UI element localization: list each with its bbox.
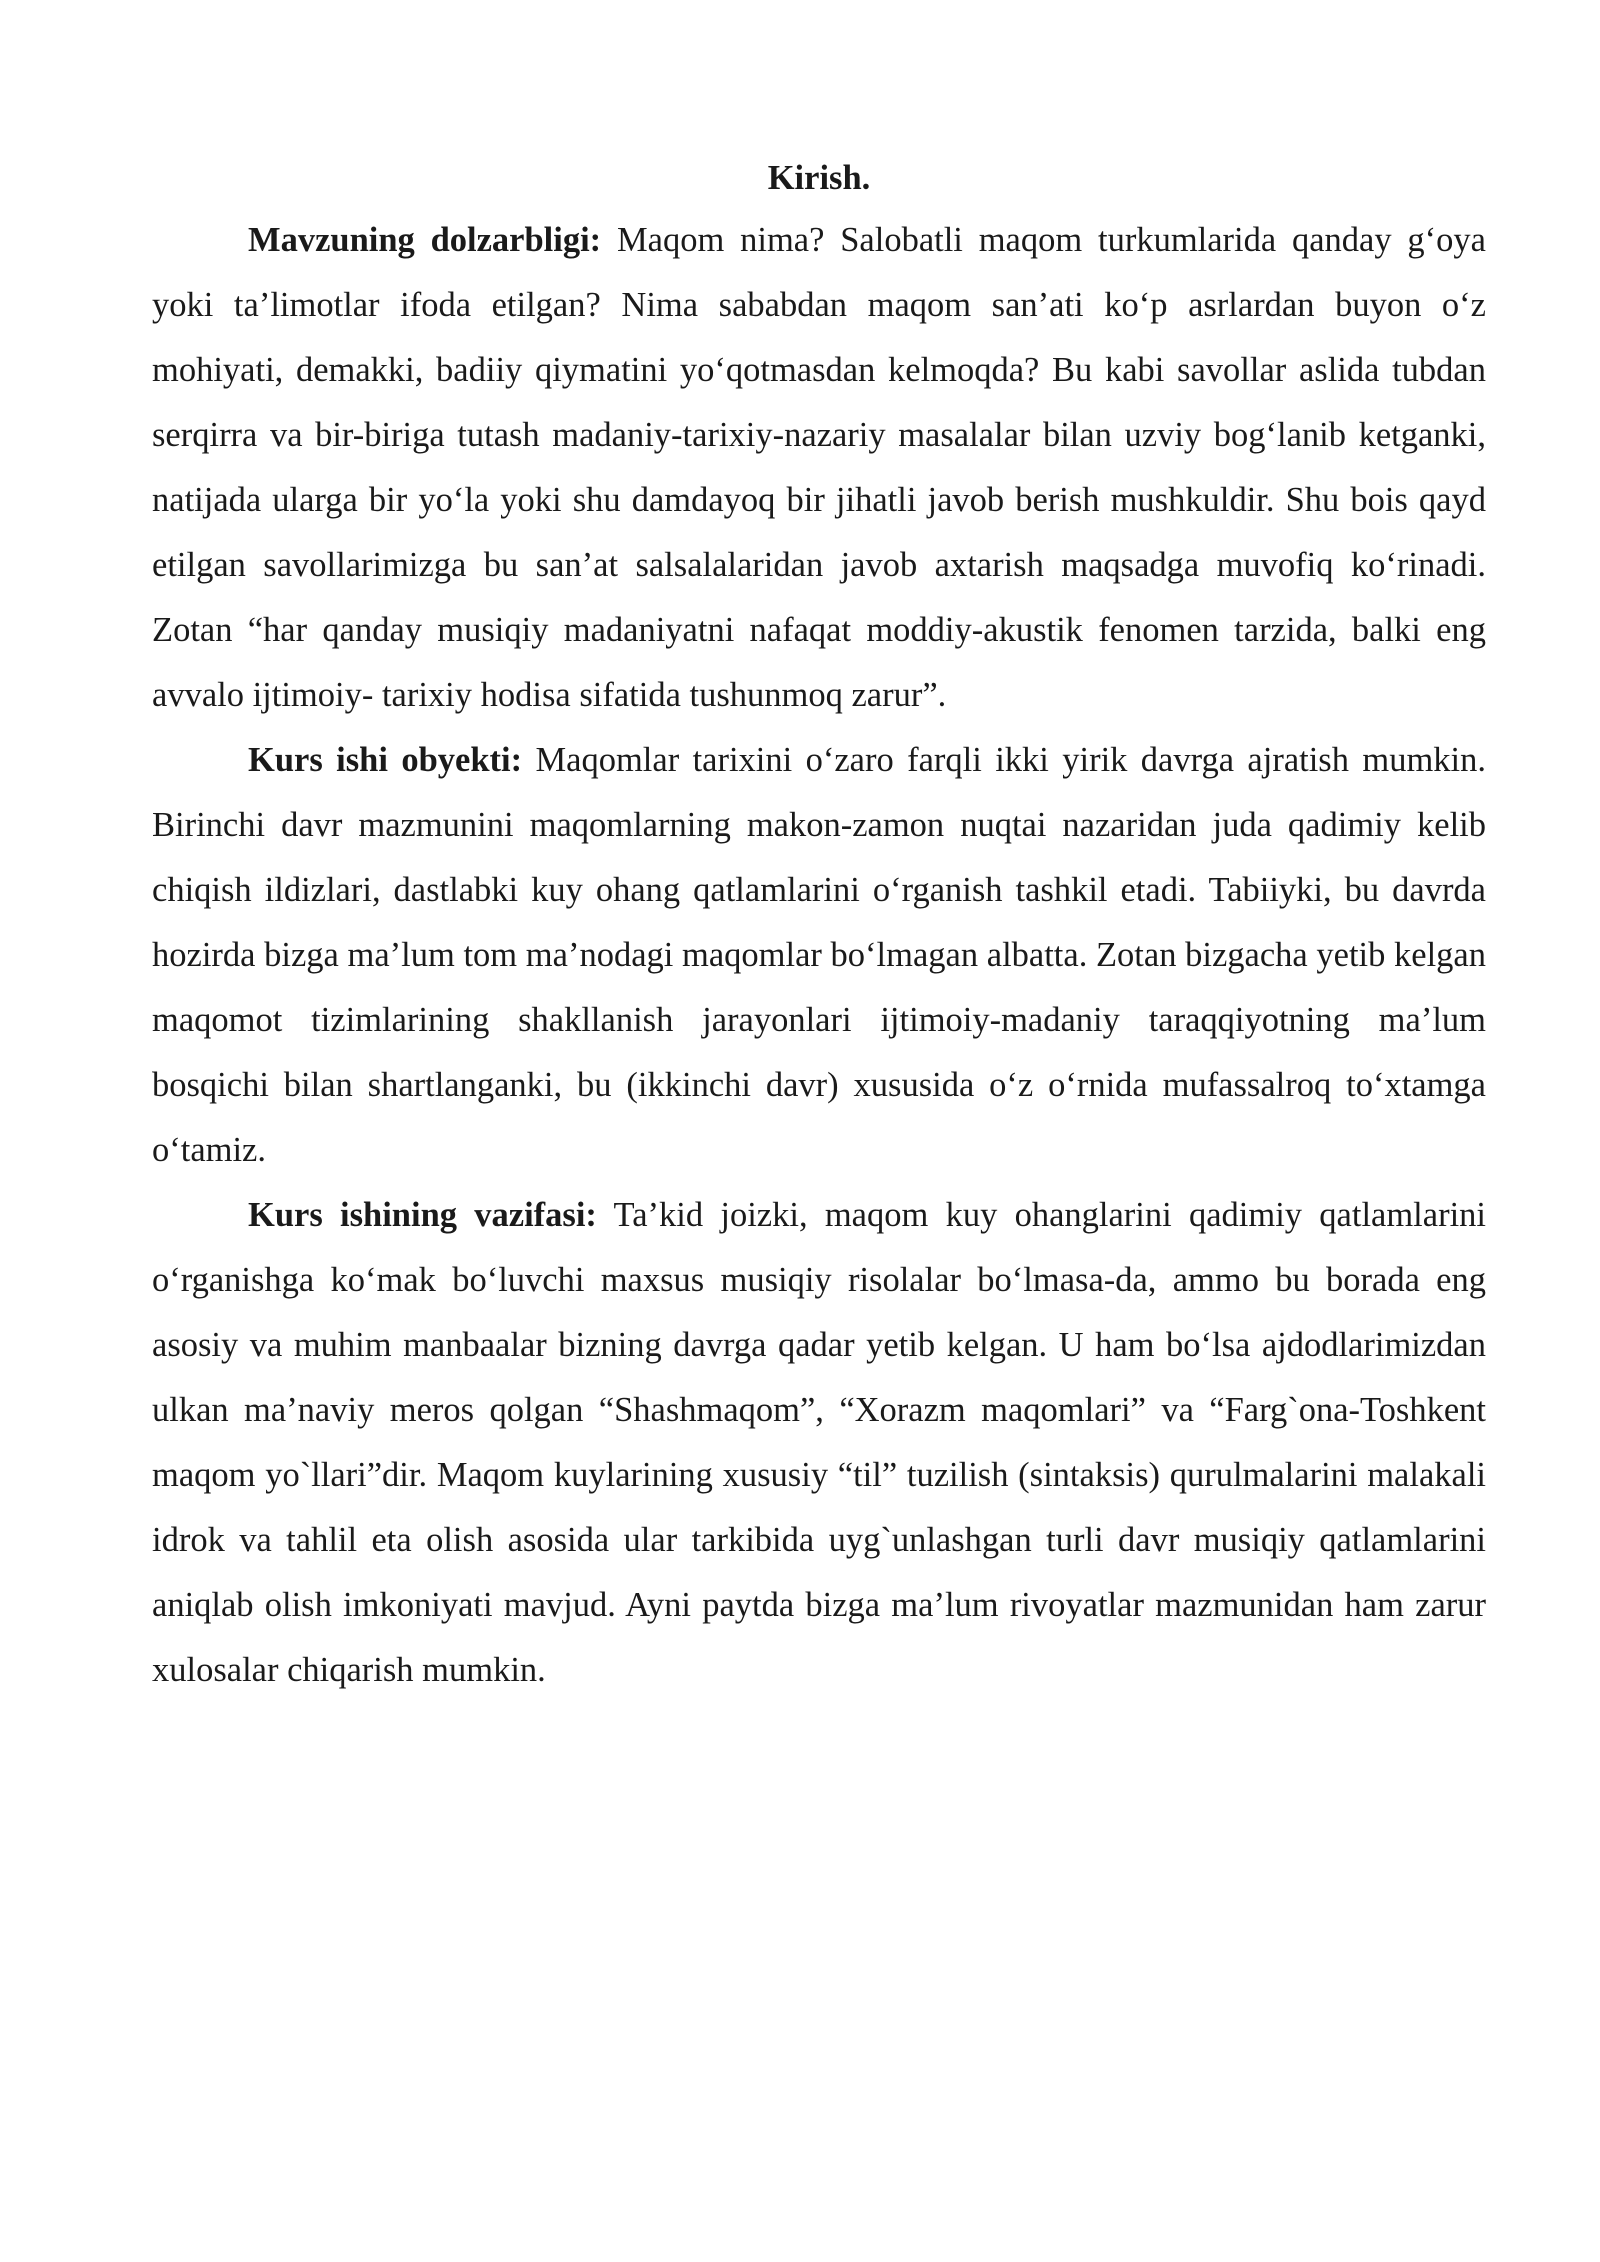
paragraph-text: Ta’kid joizki, maqom kuy ohanglarini qadimiy qatlamlarini o‘rganishga ko‘mak bo‘luvchi maxsus musiqiy risolalar bo‘lmasa-da, ammo bu borada eng asosiy va muhim manbaalar bizning davrga qadar yetib kelgan. U ham bo‘lsa ajdodlarimizdan ulkan ma’naviy meros qolgan “Shashmaqom”, “Xorazm maqomlari” va “Farg`ona-Toshkent maqom yo`llari”dir. Maqom kuylarining xususiy “til” tuzilish (sintaksis) qurulmalarini malakali idrok va tahlil eta olish asosida ular tarkibida uyg`unlashgan turli davr musiqiy qatlamlarini aniqlab olish imkoniyati mavjud. Ayni paytda bizga ma’lum rivoyatlar mazmunidan ham zarur xulosalar chiqarish mumkin. (152, 1196, 1486, 1689)
paragraph-tasks (152, 1183, 1486, 1703)
paragraph-label: Kurs ishining vazifasi: (248, 1196, 597, 1234)
paragraph-object (152, 728, 1486, 1183)
paragraph-text: Maqomlar tarixini o‘zaro farqli ikki yirik davrga ajratish mumkin. Birinchi davr mazmunini maqomlarning makon-zamon nuqtai nazaridan juda qadimiy kelib chiqish ildizlari, dastlabki kuy ohang qatlamlarini o‘rganish tashkil etadi. Tabiiyki, bu davrda hozirda bizga ma’lum tom ma’nodagi maqomlar bo‘lmagan albatta. Zotan bizgacha yetib kelgan maqomot tizimlarining shakllanish jarayonlari ijtimoiy-madaniy taraqqiyotning ma’lum bosqichi bilan shartlanganki, bu (ikkinchi davr) xususida o‘z o‘rnida mufassalroq to‘xtamga o‘tamiz. (152, 741, 1486, 1169)
paragraph-label: Mavzuning dolzarbligi: (248, 221, 602, 259)
paragraph-label: Kurs ishi obyekti: (248, 741, 523, 779)
document-body (152, 148, 1486, 1703)
paragraph-text: Maqom nima? Salobatli maqom turkumlarida qanday g‘oya yoki ta’limotlar ifoda etilgan? Nima sababdan maqom san’ati ko‘p asrlardan buyon o‘z mohiyati, demakki, badiiy qiymatini yo‘qotmasdan kelmoqda? Bu kabi savollar aslida tubdan serqirra va bir-biriga tutash madaniy-tarixiy-nazariy masalalar bilan uzviy bog‘lanib ketganki, natijada ularga bir yo‘la yoki shu damdayoq bir jihatli javob berish mushkuldir. Shu bois qayd etilgan savollarimizga bu san’at salsalalaridan javob axtarish maqsadga muvofiq ko‘rinadi. Zotan “har qanday musiqiy madaniyatni nafaqat moddiy-akustik fenomen tarzida, balki eng avvalo ijtimoiy- tarixiy hodisa sifatida tushunmoq zarur”. (152, 221, 1486, 714)
paragraph-relevance (152, 208, 1486, 728)
document-title: Kirish. (767, 159, 871, 197)
